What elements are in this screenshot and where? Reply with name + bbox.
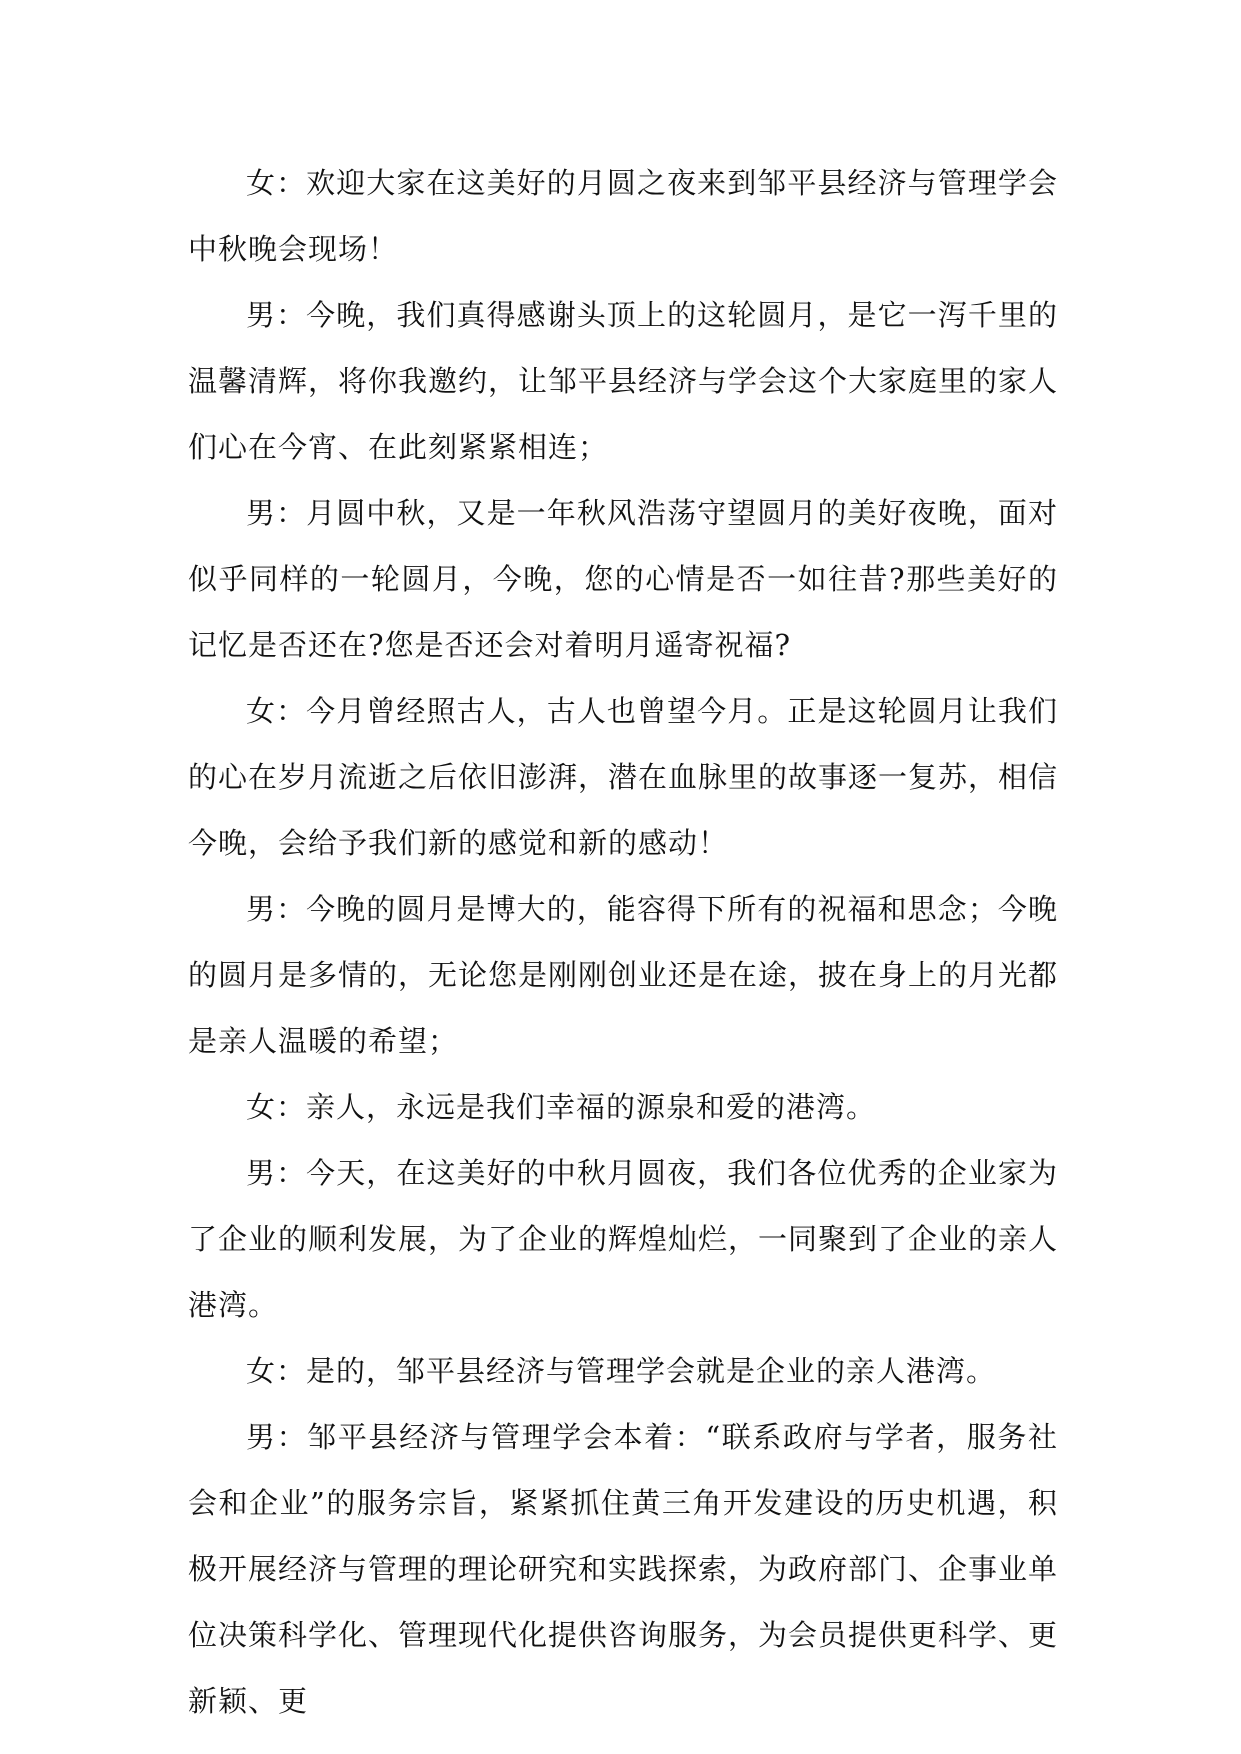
paragraph-9: 男：邹平县经济与管理学会本着：“联系政府与学者，服务社会和企业”的服务宗旨，紧紧抓住黄三角开发建设的历史机遇，积极开展经济与管理的理论研究和实践探索，为政府部门、企事业单位决策科学化、管理现代化提供咨询服务，为会员提供更科学、更新颖、更	[188, 1420, 1059, 1718]
document-body	[188, 150, 1058, 1734]
paragraph-4: 女：今月曾经照古人，古人也曾望今月。正是这轮圆月让我们的心在岁月流逝之后依旧澎湃，潜在血脉里的故事逐一复苏，相信今晚，会给予我们新的感觉和新的感动！	[188, 694, 1059, 860]
paragraph-8: 女：是的，邹平县经济与管理学会就是企业的亲人港湾。	[246, 1354, 997, 1388]
paragraph-3: 男：月圆中秋，又是一年秋风浩荡守望圆月的美好夜晚，面对似乎同样的一轮圆月，今晚，您的心情是否一如往昔?那些美好的记忆是否还在?您是否还会对着明月遥寄祝福?	[188, 496, 1058, 662]
paragraph-7: 男：今天，在这美好的中秋月圆夜，我们各位优秀的企业家为了企业的顺利发展，为了企业的辉煌灿烂，一同聚到了企业的亲人港湾。	[188, 1156, 1059, 1322]
paragraph-5: 男：今晚的圆月是博大的，能容得下所有的祝福和思念；今晚的圆月是多情的，无论您是刚刚创业还是在途，披在身上的月光都是亲人温暖的希望；	[188, 892, 1059, 1058]
paragraph-6: 女：亲人，永远是我们幸福的源泉和爱的港湾。	[246, 1090, 877, 1124]
paragraph-2: 男：今晚，我们真得感谢头顶上的这轮圆月，是它一泻千里的温馨清辉，将你我邀约，让邹平县经济与学会这个大家庭里的家人们心在今宵、在此刻紧紧相连；	[188, 298, 1059, 464]
paragraph-1: 女：欢迎大家在这美好的月圆之夜来到邹平县经济与管理学会中秋晚会现场！	[188, 166, 1058, 266]
